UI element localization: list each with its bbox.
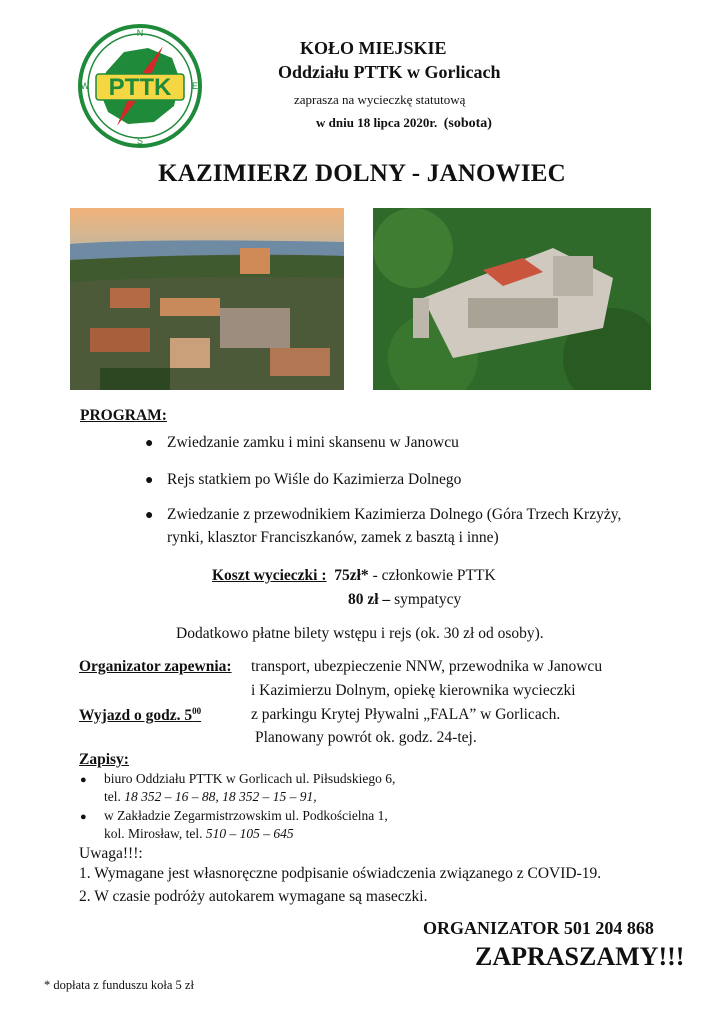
departure-label: Wyjazd o godz. $5^{00}$ xyxy=(79,706,202,725)
program-item-3: Zwiedzanie z przewodnikiem Kazimierza Dolnego (Góra Trzech Krzyży, xyxy=(167,506,622,523)
bullet-icon: ● xyxy=(80,774,87,786)
bullet-icon: ● xyxy=(145,473,154,488)
cost-line-1: Koszt wycieczki : 75zł* - członkowie PTTK xyxy=(212,567,496,584)
svg-text:W: W xyxy=(80,81,90,91)
organizer-contact: ORGANIZATOR 501 204 868 xyxy=(423,918,654,938)
notes-heading: Uwaga!!!: xyxy=(79,845,143,862)
footnote: * dopłata z funduszu koła 5 zł xyxy=(44,978,194,992)
signup-office: biuro Oddziału PTTK w Gorlicach ul. Piłsudskiego 6, xyxy=(104,771,396,786)
logo-text: PTTK xyxy=(108,74,172,101)
header-line-1: KOŁO MIEJSKIE xyxy=(300,38,447,58)
cost-line-2: 80 zł – sympatycy xyxy=(348,591,462,608)
program-item-3-cont: rynki, klasztor Franciszkanów, zamek z basztą i inne) xyxy=(167,529,499,546)
invitation: ZAPRASZAMY!!! xyxy=(475,942,685,971)
organizer-label: Organizator zapewnia: xyxy=(79,658,232,675)
signup-heading: Zapisy: xyxy=(79,751,129,768)
trip-title: KAZIMIERZ DOLNY - JANOWIEC xyxy=(158,160,566,187)
note-2: 2. W czasie podróży autokarem wymagane są maseczki. xyxy=(79,888,428,905)
departure-line-1: z parkingu Krytej Pływalni „FALA” w Gorlicach. xyxy=(251,706,561,723)
svg-text:E: E xyxy=(191,81,199,91)
svg-text:N: N xyxy=(136,28,144,38)
trip-date: w dniu 18 lipca 2020r. (sobota) xyxy=(316,115,492,131)
note-1: 1. Wymagane jest własnoręczne podpisanie oświadczenia związanego z COVID-19. xyxy=(79,865,602,882)
organizer-line-1: transport, ubezpieczenie NNW, przewodnika w Janowcu xyxy=(251,658,603,675)
signup-office-phones: tel. 18 352 – 16 – 88, 18 352 – 15 – 91, xyxy=(104,789,317,804)
signup-watchmaker-phone: kol. Mirosław, tel. 510 – 105 – 645 xyxy=(104,826,294,841)
program-item-1: Zwiedzanie zamku i mini skansenu w Janowcu xyxy=(167,434,459,451)
bullet-icon: ● xyxy=(80,811,87,823)
janowiec-castle-photo xyxy=(373,208,651,390)
cost-extra: Dodatkowo płatne bilety wstępu i rejs (ok. 30 zł od osoby). xyxy=(176,625,544,642)
program-item-2: Rejs statkiem po Wiśle do Kazimierza Dolnego xyxy=(167,471,462,488)
organizer-line-2: i Kazimierzu Dolnym, opiekę kierownika wycieczki xyxy=(251,682,576,699)
departure-line-2: Planowany powrót ok. godz. 24-tej. xyxy=(255,729,477,746)
svg-text:S: S xyxy=(136,136,144,146)
header-line-2: Oddziału PTTK w Gorlicach xyxy=(278,62,501,82)
bullet-icon: ● xyxy=(145,436,154,451)
signup-watchmaker: w Zakładzie Zegarmistrzowskim ul. Podkościelna 1, xyxy=(104,808,388,823)
bullet-icon: ● xyxy=(145,508,154,523)
program-heading: PROGRAM: xyxy=(80,407,167,424)
pttk-logo xyxy=(76,22,204,150)
header-line-3: zaprasza na wycieczkę statutową xyxy=(294,92,466,107)
kazimierz-aerial-photo xyxy=(70,208,344,390)
